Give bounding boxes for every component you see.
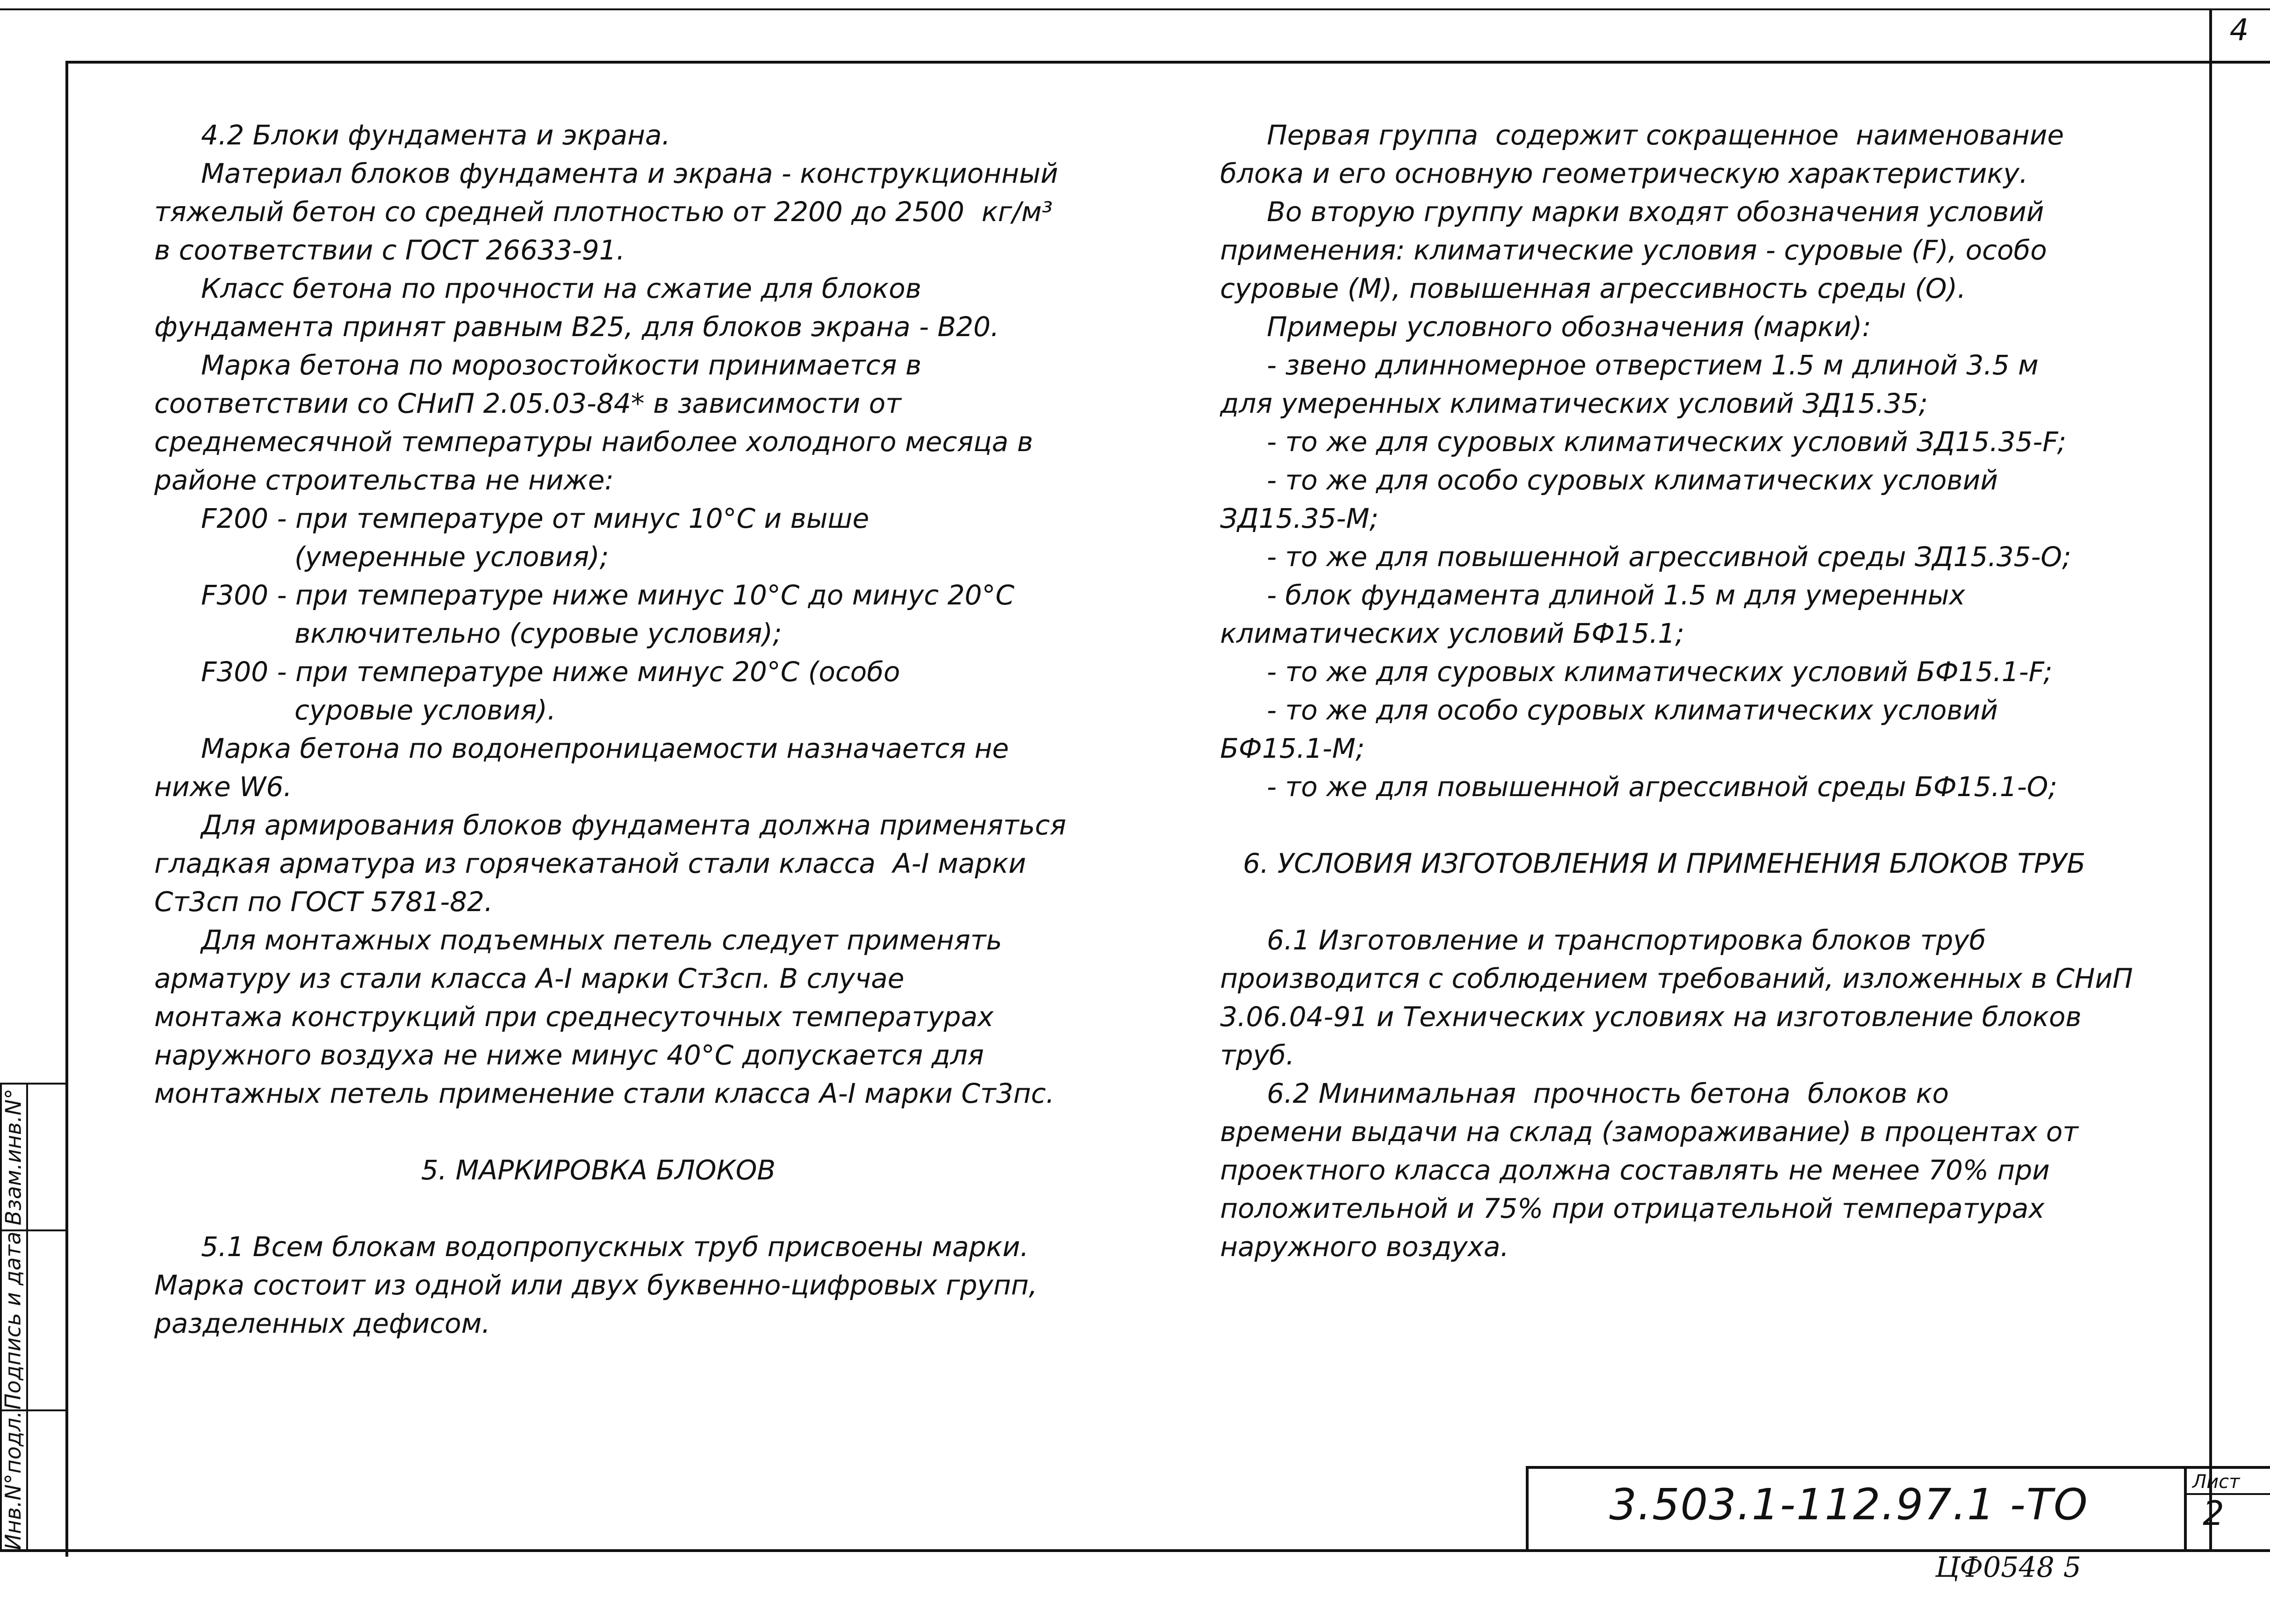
text-line: производится с соблюдением требований, изложенных в СНиП xyxy=(1220,963,2133,994)
text-line: климатических условий БФ15.1; xyxy=(1220,618,1685,649)
text-line: 5.1 Всем блокам водопропускных труб присвоены марки. xyxy=(201,1231,1029,1263)
text-line: блока и его основную геометрическую характеристику. xyxy=(1220,158,2028,189)
text-line: труб. xyxy=(1220,1039,1295,1071)
text-line: применения: климатические условия - суровые (F), особо xyxy=(1220,234,2047,266)
text-line: разделенных дефисом. xyxy=(154,1308,490,1339)
text-line: монтажных петель применение стали класса А-I марки Ст3пс. xyxy=(154,1078,1055,1109)
side-stamp-podpis-data: Подпись и дата xyxy=(0,1231,26,1410)
text-line: 6.2 Минимальная прочность бетона блоков ко xyxy=(1267,1078,1949,1109)
text-line: в соответствии с ГОСТ 26633-91. xyxy=(154,234,625,266)
side-stamp-inv-podl: Инв.N°подл. xyxy=(0,1410,26,1550)
text-line: тяжелый бетон со средней плотностью от 2200 до 2500 кг/м³ xyxy=(154,196,1053,228)
text-line: суровые условия). xyxy=(295,694,556,726)
text-line: районе строительства не ниже: xyxy=(154,464,614,496)
section-heading: 5. МАРКИРОВКА БЛОКОВ xyxy=(421,1154,776,1186)
sheet-label: Лист xyxy=(2192,1471,2240,1493)
text-line: - блок фундамента длиной 1.5 м для умеренных xyxy=(1267,579,1965,611)
sheet-number: 2 xyxy=(2203,1494,2224,1533)
text-line: проектного класса должна составлять не менее 70% при xyxy=(1220,1154,2050,1186)
text-line: гладкая арматура из горячекатаной стали класса А-I марки xyxy=(154,848,1026,879)
text-line: времени выдачи на склад (замораживание) в процентах от xyxy=(1220,1116,2079,1148)
text-line: F300 - при температуре ниже минус 20°С (особо xyxy=(201,656,900,688)
text-line: Примеры условного обозначения (марки): xyxy=(1267,311,1871,343)
top-rule xyxy=(0,8,2270,10)
page-top-number: 4 xyxy=(2229,13,2249,48)
text-line: ниже W6. xyxy=(154,771,292,803)
frame-right xyxy=(2209,9,2212,1552)
text-line: Ст3сп по ГОСТ 5781-82. xyxy=(154,886,493,918)
blank-line xyxy=(154,1113,1042,1151)
text-line: среднемесячной температуры наиболее холодного месяца в xyxy=(154,426,1033,458)
text-line: БФ15.1-М; xyxy=(1220,733,1365,764)
blank-line xyxy=(1220,883,2108,921)
text-line: ЗД15.35-М; xyxy=(1220,503,1379,534)
text-line: 6.1 Изготовление и транспортировка блоков труб xyxy=(1267,924,1986,956)
right-column xyxy=(1220,116,2133,1266)
text-line: Марка бетона по водонепроницаемости назначается не xyxy=(201,733,1009,764)
archive-stamp-note: ЦФ0548 5 xyxy=(1935,1551,2082,1584)
text-line: Материал блоков фундамента и экрана - конструкционный xyxy=(201,158,1058,189)
side-stamp-vzam-inv: Взам.инв.N° xyxy=(0,1088,26,1226)
text-line: включительно (суровые условия); xyxy=(295,618,782,649)
text-line: - то же для повышенной агрессивной среды БФ15.1-О; xyxy=(1267,771,2057,803)
text-line: Для монтажных подъемных петель следует применять xyxy=(201,924,1002,956)
text-line: Во вторую группу марки входят обозначения условий xyxy=(1267,196,2044,228)
title-block-sheet-divider xyxy=(2184,1466,2187,1550)
text-line: - то же для суровых климатических условий ЗД15.35-F; xyxy=(1267,426,2067,458)
text-line: положительной и 75% при отрицательной температурах xyxy=(1220,1193,2045,1224)
text-line: - то же для повышенной агрессивной среды ЗД15.35-О; xyxy=(1267,541,2071,573)
text-line: - то же для особо суровых климатических условий xyxy=(1267,694,1998,726)
text-line: для умеренных климатических условий ЗД15.35; xyxy=(1220,388,1928,419)
text-line: - то же для суровых климатических условий БФ15.1-F; xyxy=(1267,656,2053,688)
doc-code: 3.503.1-112.97.1 -ТО xyxy=(1609,1480,2089,1530)
frame-bottom xyxy=(0,1549,2270,1552)
frame-left xyxy=(65,61,68,1557)
side-strip-right xyxy=(26,1083,28,1552)
text-line: фундамента принят равным В25, для блоков экрана - В20. xyxy=(154,311,999,343)
page-number-box-bottom xyxy=(2209,61,2270,64)
text-line: суровые (М), повышенная агрессивность среды (О). xyxy=(1220,273,1966,304)
text-line: Класс бетона по прочности на сжатие для блоков xyxy=(201,273,921,304)
text-line: 4.2 Блоки фундамента и экрана. xyxy=(201,119,671,151)
text-line: наружного воздуха не ниже минус 40°С допускается для xyxy=(154,1039,984,1071)
text-line: - то же для особо суровых климатических условий xyxy=(1267,464,1998,496)
text-line: соответствии со СНиП 2.05.03-84* в зависимости от xyxy=(154,388,901,419)
text-line: Марка бетона по морозостойкости принимается в xyxy=(201,349,922,381)
text-line: Для армирования блоков фундамента должна применяться xyxy=(201,809,1066,841)
text-line: Марка состоит из одной или двух буквенно-цифровых групп, xyxy=(154,1269,1038,1301)
section-heading: 6. УСЛОВИЯ ИЗГОТОВЛЕНИЯ И ПРИМЕНЕНИЯ БЛОКОВ ТРУБ xyxy=(1243,848,2086,879)
blank-line xyxy=(1220,806,2108,844)
left-column xyxy=(154,116,1066,1343)
text-line: наружного воздуха. xyxy=(1220,1231,1509,1263)
text-line: 3.06.04-91 и Технических условиях на изготовление блоков xyxy=(1220,1001,2082,1033)
text-line: F300 - при температуре ниже минус 10°С до минус 20°С xyxy=(201,579,1015,611)
text-line: арматуру из стали класса А-I марки Ст3сп. В случае xyxy=(154,963,905,994)
text-line: - звено длинномерное отверстием 1.5 м длиной 3.5 м xyxy=(1267,349,2039,381)
text-line: монтажа конструкций при среднесуточных температурах xyxy=(154,1001,994,1033)
title-block-top xyxy=(1526,1466,2270,1469)
text-line: Первая группа содержит сокращенное наименование xyxy=(1267,119,2064,151)
frame-top xyxy=(65,61,2270,64)
text-line: F200 - при температуре от минус 10°С и выше xyxy=(201,503,869,534)
text-line: (умеренные условия); xyxy=(295,541,609,573)
blank-line xyxy=(154,1189,1042,1228)
